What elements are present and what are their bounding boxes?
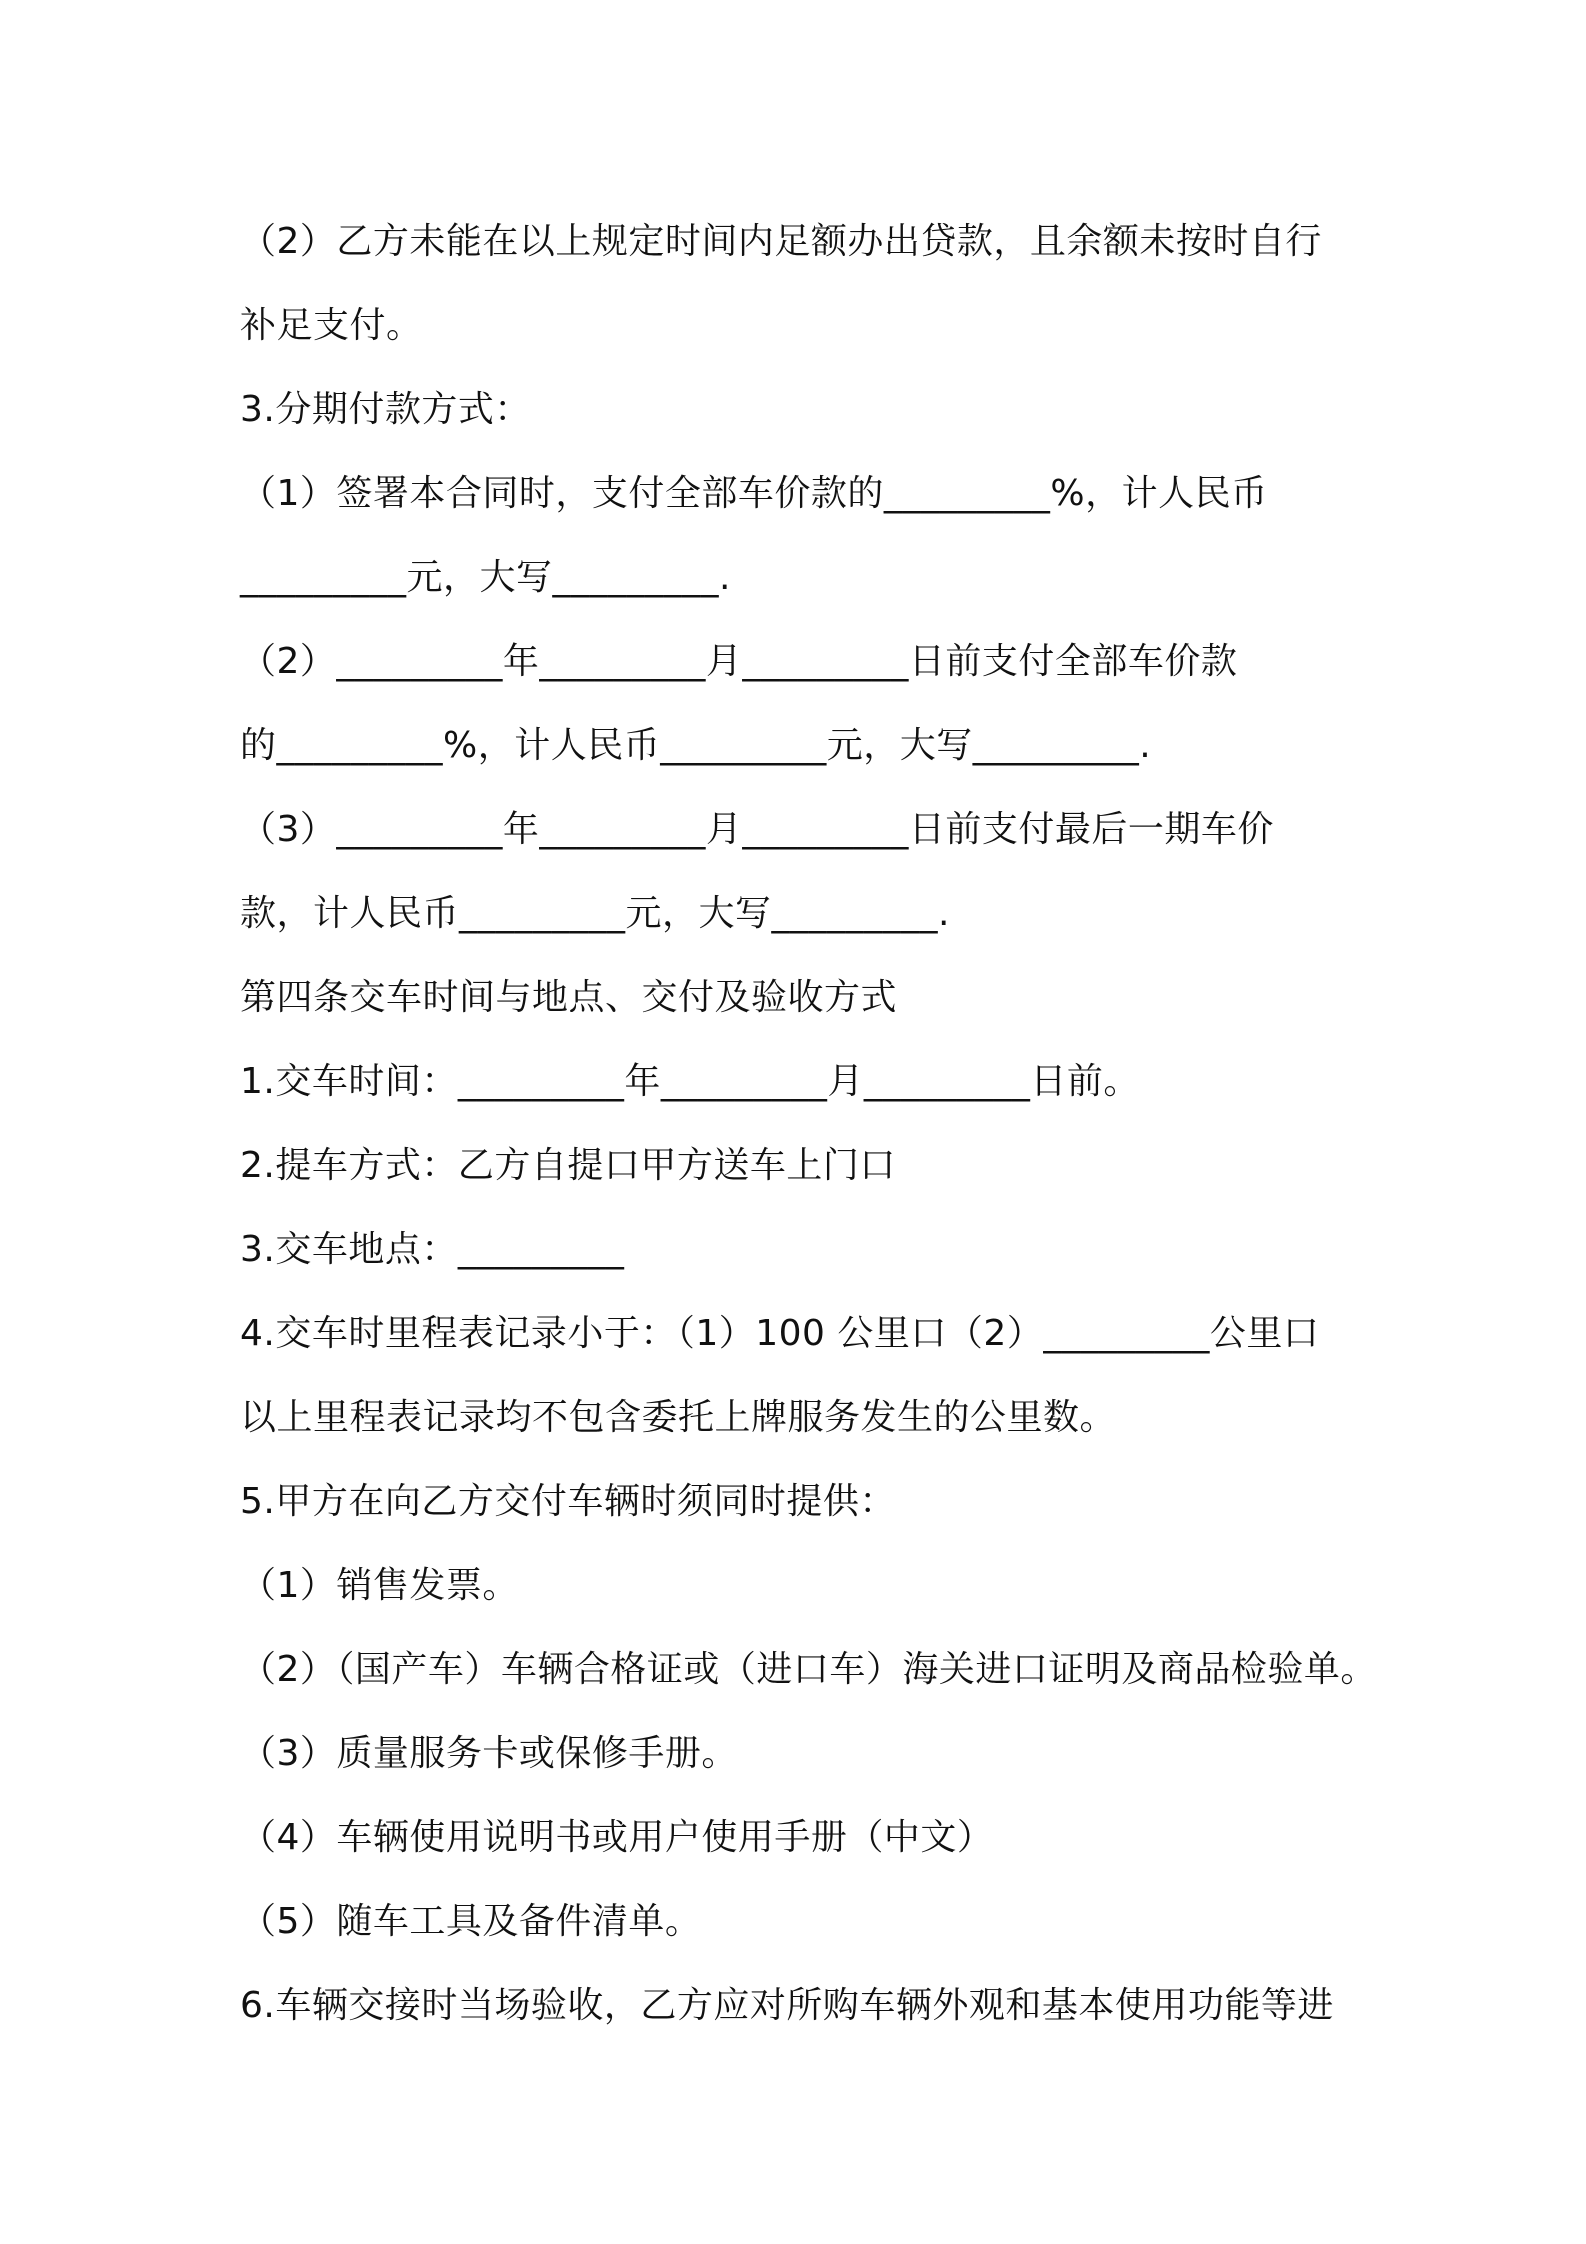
text-line: 以上里程表记录均不包含委托上牌服务发生的公里数。 bbox=[240, 1397, 1117, 1438]
text-line: （3）_________年_________月_________日前支付最后一期车价 bbox=[240, 809, 1274, 850]
text-line: 2.提车方式：乙方自提口甲方送车上门口 bbox=[240, 1145, 896, 1186]
list-item: （3）质量服务卡或保修手册。 bbox=[240, 1733, 738, 1774]
article-heading: 第四条交车时间与地点、交付及验收方式 bbox=[240, 977, 898, 1018]
text-line: 5.甲方在向乙方交付车辆时须同时提供： bbox=[240, 1481, 896, 1522]
text-line: 款，计人民币_________元，大写_________. bbox=[240, 893, 950, 934]
text-line: 补足支付。 bbox=[240, 305, 423, 346]
section-heading: 3.分期付款方式： bbox=[240, 389, 531, 430]
list-item: （4）车辆使用说明书或用户使用手册（中文） bbox=[240, 1817, 994, 1858]
document-body bbox=[240, 200, 1377, 2048]
text-line: （2）乙方未能在以上规定时间内足额办出贷款，且余额未按时自行 bbox=[240, 221, 1322, 262]
text-line: 的_________%，计人民币_________元，大写_________. bbox=[240, 725, 1152, 766]
text-line: （2）_________年_________月_________日前支付全部车价款 bbox=[240, 641, 1238, 682]
text-line: （1）签署本合同时，支付全部车价款的_________%，计人民币 bbox=[240, 473, 1268, 514]
list-item: （2）（国产车）车辆合格证或（进口车）海关进口证明及商品检验单。 bbox=[240, 1649, 1377, 1690]
text-line: _________元，大写_________. bbox=[240, 557, 731, 598]
list-item: （5）随车工具及备件清单。 bbox=[240, 1901, 702, 1942]
text-line: 3.交车地点：_________ bbox=[240, 1229, 625, 1270]
text-line: 4.交车时里程表记录小于：（1）100 公里口（2）_________公里口 bbox=[240, 1313, 1320, 1354]
text-line: 1.交车时间：_________年_________月_________日前。 bbox=[240, 1061, 1140, 1102]
text-line: 6.车辆交接时当场验收，乙方应对所购车辆外观和基本使用功能等进 bbox=[240, 1985, 1334, 2026]
list-item: （1）销售发票。 bbox=[240, 1565, 519, 1606]
